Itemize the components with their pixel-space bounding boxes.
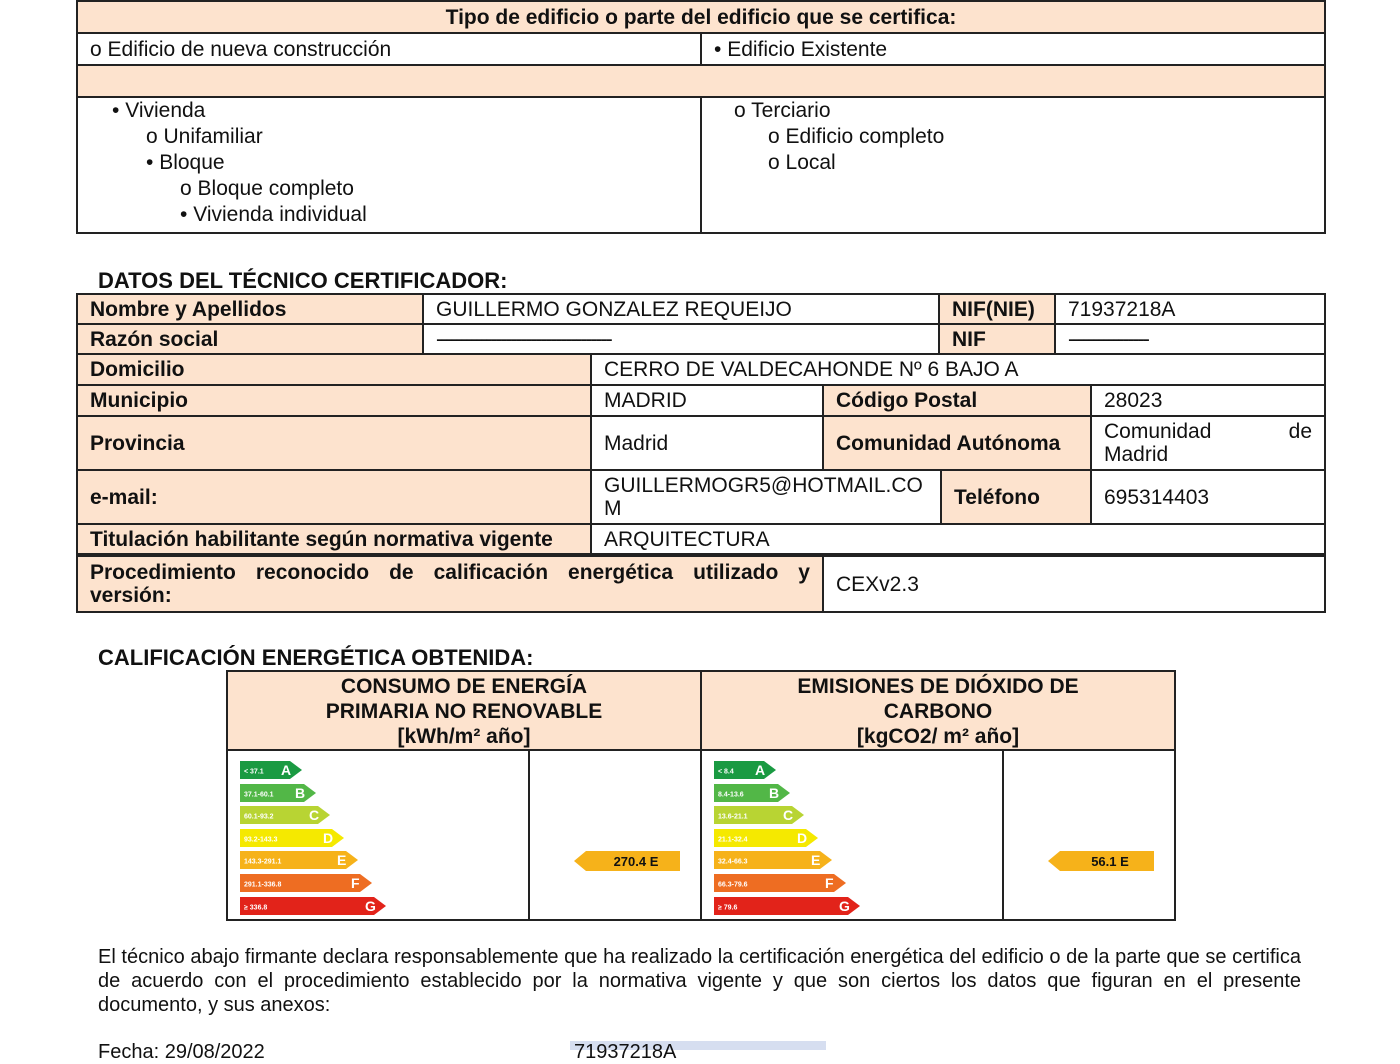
consumo-scale <box>227 750 529 920</box>
consumo-range-d: 93.2-143.3 <box>244 836 278 844</box>
municipio-value: MADRID <box>591 385 823 416</box>
ccaa-value-line1: Comunidad de <box>1104 420 1313 443</box>
emisiones-bar-a <box>714 761 778 779</box>
consumo-range-a: < 37.1 <box>244 768 264 776</box>
procedure-value: CEXv2.3 <box>823 556 1325 612</box>
tree-bloque: • Bloque <box>90 150 688 176</box>
cp-value: 28023 <box>1091 385 1325 416</box>
option-existing-building <box>701 33 1325 65</box>
consumo-letter-b: B <box>295 784 306 801</box>
consumo-letter-c: C <box>309 807 320 824</box>
emisiones-letter-a: A <box>755 762 766 778</box>
emisiones-scale-bars <box>702 751 1002 919</box>
consumo-bar-a <box>240 761 304 779</box>
consumo-bar-b <box>240 784 318 802</box>
technician-table-top <box>76 293 1326 355</box>
consumo-marker-value: 270.4 E <box>613 854 659 869</box>
signature-id: 71937218A <box>570 1041 826 1050</box>
technician-section-title: DATOS DEL TÉCNICO CERTIFICADOR: <box>98 268 508 293</box>
emisiones-header-line1: EMISIONES DE DIÓXIDO DE <box>797 675 1079 698</box>
existing-building-label: • Edificio Existente <box>714 38 887 61</box>
emisiones-bar-f <box>714 874 848 892</box>
consumo-range-f: 291.1-336.8 <box>244 881 282 889</box>
consumo-bar-f <box>240 874 374 892</box>
ccaa-value <box>1091 416 1325 470</box>
building-type-spacer <box>77 65 1325 97</box>
municipio-label: Municipio <box>77 385 591 416</box>
name-label: Nombre y Apellidos <box>77 294 423 324</box>
provincia-value: Madrid <box>591 416 823 470</box>
emisiones-range-d: 21.1-32.4 <box>718 836 748 844</box>
emisiones-bar-c <box>714 806 806 824</box>
declaration-text: El técnico abajo firmante declara responsablemente que ha realizado la certificación energética del edificio o de la parte que se certifica de acuerdo con el procedimiento establecido por la normativa vigente y que son ciertos los datos que figuran en el presente documento, y sus anexos: <box>98 946 1301 1016</box>
option-new-building <box>77 33 701 65</box>
consumo-scale-bars <box>228 751 528 919</box>
consumo-letter-d: D <box>323 829 334 846</box>
emisiones-range-b: 8.4-13.6 <box>718 791 744 799</box>
provincia-label: Provincia <box>77 416 591 470</box>
building-type-table <box>76 0 1326 234</box>
ccaa-label: Comunidad Autónoma <box>823 416 1091 470</box>
email-value <box>591 470 941 524</box>
consumo-bar-g <box>240 897 388 915</box>
emisiones-letter-c: C <box>783 807 794 824</box>
rating-section-title: CALIFICACIÓN ENERGÉTICA OBTENIDA: <box>98 645 534 670</box>
nif-nie-value: 71937218A <box>1055 294 1325 324</box>
nif-value: ---------------- <box>1055 324 1325 354</box>
consumo-letter-a: A <box>281 762 292 778</box>
consumo-result-marker <box>530 751 700 919</box>
consumo-marker-arrow <box>574 851 682 876</box>
tree-bloque-completo: o Bloque completo <box>90 176 688 202</box>
consumo-range-g: ≥ 336.8 <box>244 904 268 912</box>
fecha-text: Fecha: 29/08/2022 <box>98 1041 265 1063</box>
consumo-letter-g: G <box>365 897 376 914</box>
emisiones-marker-arrow <box>1048 851 1156 876</box>
name-value: GUILLERMO GONZALEZ REQUEIJO <box>423 294 939 324</box>
domicilio-label: Domicilio <box>77 354 591 385</box>
emisiones-bar-b <box>714 784 792 802</box>
consumo-range-b: 37.1-60.1 <box>244 791 274 799</box>
emisiones-bar-d <box>714 829 820 847</box>
tree-local: o Local <box>714 150 1312 176</box>
emisiones-header-line2: CARBONO <box>883 700 993 723</box>
consumo-letter-e: E <box>337 852 347 869</box>
tree-edificio-completo: o Edificio completo <box>714 124 1312 150</box>
emisiones-letter-e: E <box>811 852 821 869</box>
domicilio-value: CERRO DE VALDECAHONDE Nº 6 BAJO A <box>591 354 1325 385</box>
consumo-result-cell <box>529 750 701 920</box>
consumo-bar-c <box>240 806 332 824</box>
emisiones-range-c: 13.6-21.1 <box>718 813 748 821</box>
consumo-header-line1: CONSUMO DE ENERGÍA <box>340 675 588 698</box>
emisiones-range-f: 66.3-79.6 <box>718 881 748 889</box>
telefono-label: Teléfono <box>941 470 1091 524</box>
procedure-table <box>76 555 1326 613</box>
new-building-label: o Edificio de nueva construcción <box>90 38 391 61</box>
emisiones-letter-d: D <box>797 829 808 846</box>
emisiones-range-a: < 8.4 <box>718 768 734 776</box>
emisiones-letter-g: G <box>839 897 850 914</box>
residential-tree <box>77 97 701 233</box>
procedure-label <box>77 556 823 612</box>
consumo-bar-d <box>240 829 346 847</box>
consumo-header-line2: PRIMARIA NO RENOVABLE <box>325 700 603 723</box>
tree-vivienda: • Vivienda <box>90 98 688 124</box>
tree-unifamiliar: o Unifamiliar <box>90 124 688 150</box>
building-type-header: Tipo de edificio o parte del edificio que se certifica: <box>77 1 1325 33</box>
emisiones-result-cell <box>1003 750 1175 920</box>
consumo-bar-e <box>240 851 360 869</box>
emisiones-range-g: ≥ 79.6 <box>718 904 738 912</box>
email-value-line2: M <box>604 497 622 520</box>
emisiones-header-unit: [kgCO2/ m² año] <box>856 725 1020 748</box>
emisiones-range-e: 32.4-66.3 <box>718 858 748 866</box>
rating-table <box>226 670 1176 921</box>
emisiones-bar-e <box>714 851 834 869</box>
emisiones-marker-value: 56.1 E <box>1091 854 1129 869</box>
tertiary-tree <box>701 97 1325 233</box>
tree-terciario: o Terciario <box>714 98 1312 124</box>
email-label: e-mail: <box>77 470 591 524</box>
ccaa-value-line2: Madrid <box>1104 443 1169 466</box>
emisiones-letter-f: F <box>825 875 834 891</box>
email-value-line1: GUILLERMOGR5@HOTMAIL.CO <box>604 474 923 497</box>
technician-table-main <box>76 353 1326 555</box>
tree-vivienda-individual: • Vivienda individual <box>90 202 688 228</box>
consumo-header <box>227 671 701 750</box>
telefono-value: 695314403 <box>1091 470 1325 524</box>
consumo-range-c: 60.1-93.2 <box>244 813 274 821</box>
emisiones-scale <box>701 750 1003 920</box>
emisiones-letter-b: B <box>769 784 780 801</box>
consumo-header-unit: [kWh/m² año] <box>397 725 531 748</box>
procedure-label-line2: versión: <box>90 584 172 607</box>
titulacion-label: Titulación habilitante según normativa vigente <box>77 524 591 554</box>
consumo-letter-f: F <box>351 875 360 891</box>
nif-label: NIF <box>939 324 1055 354</box>
emisiones-result-marker <box>1004 751 1174 919</box>
emisiones-header <box>701 671 1175 750</box>
consumo-range-e: 143.3-291.1 <box>244 858 282 866</box>
emisiones-bar-g <box>714 897 862 915</box>
razon-value: ----------------------------------- <box>423 324 939 354</box>
nif-nie-label: NIF(NIE) <box>939 294 1055 324</box>
razon-label: Razón social <box>77 324 423 354</box>
cp-label: Código Postal <box>823 385 1091 416</box>
titulacion-value: ARQUITECTURA <box>591 524 1325 554</box>
procedure-label-line1: Procedimiento reconocido de calificación energética utilizado y <box>90 561 810 584</box>
